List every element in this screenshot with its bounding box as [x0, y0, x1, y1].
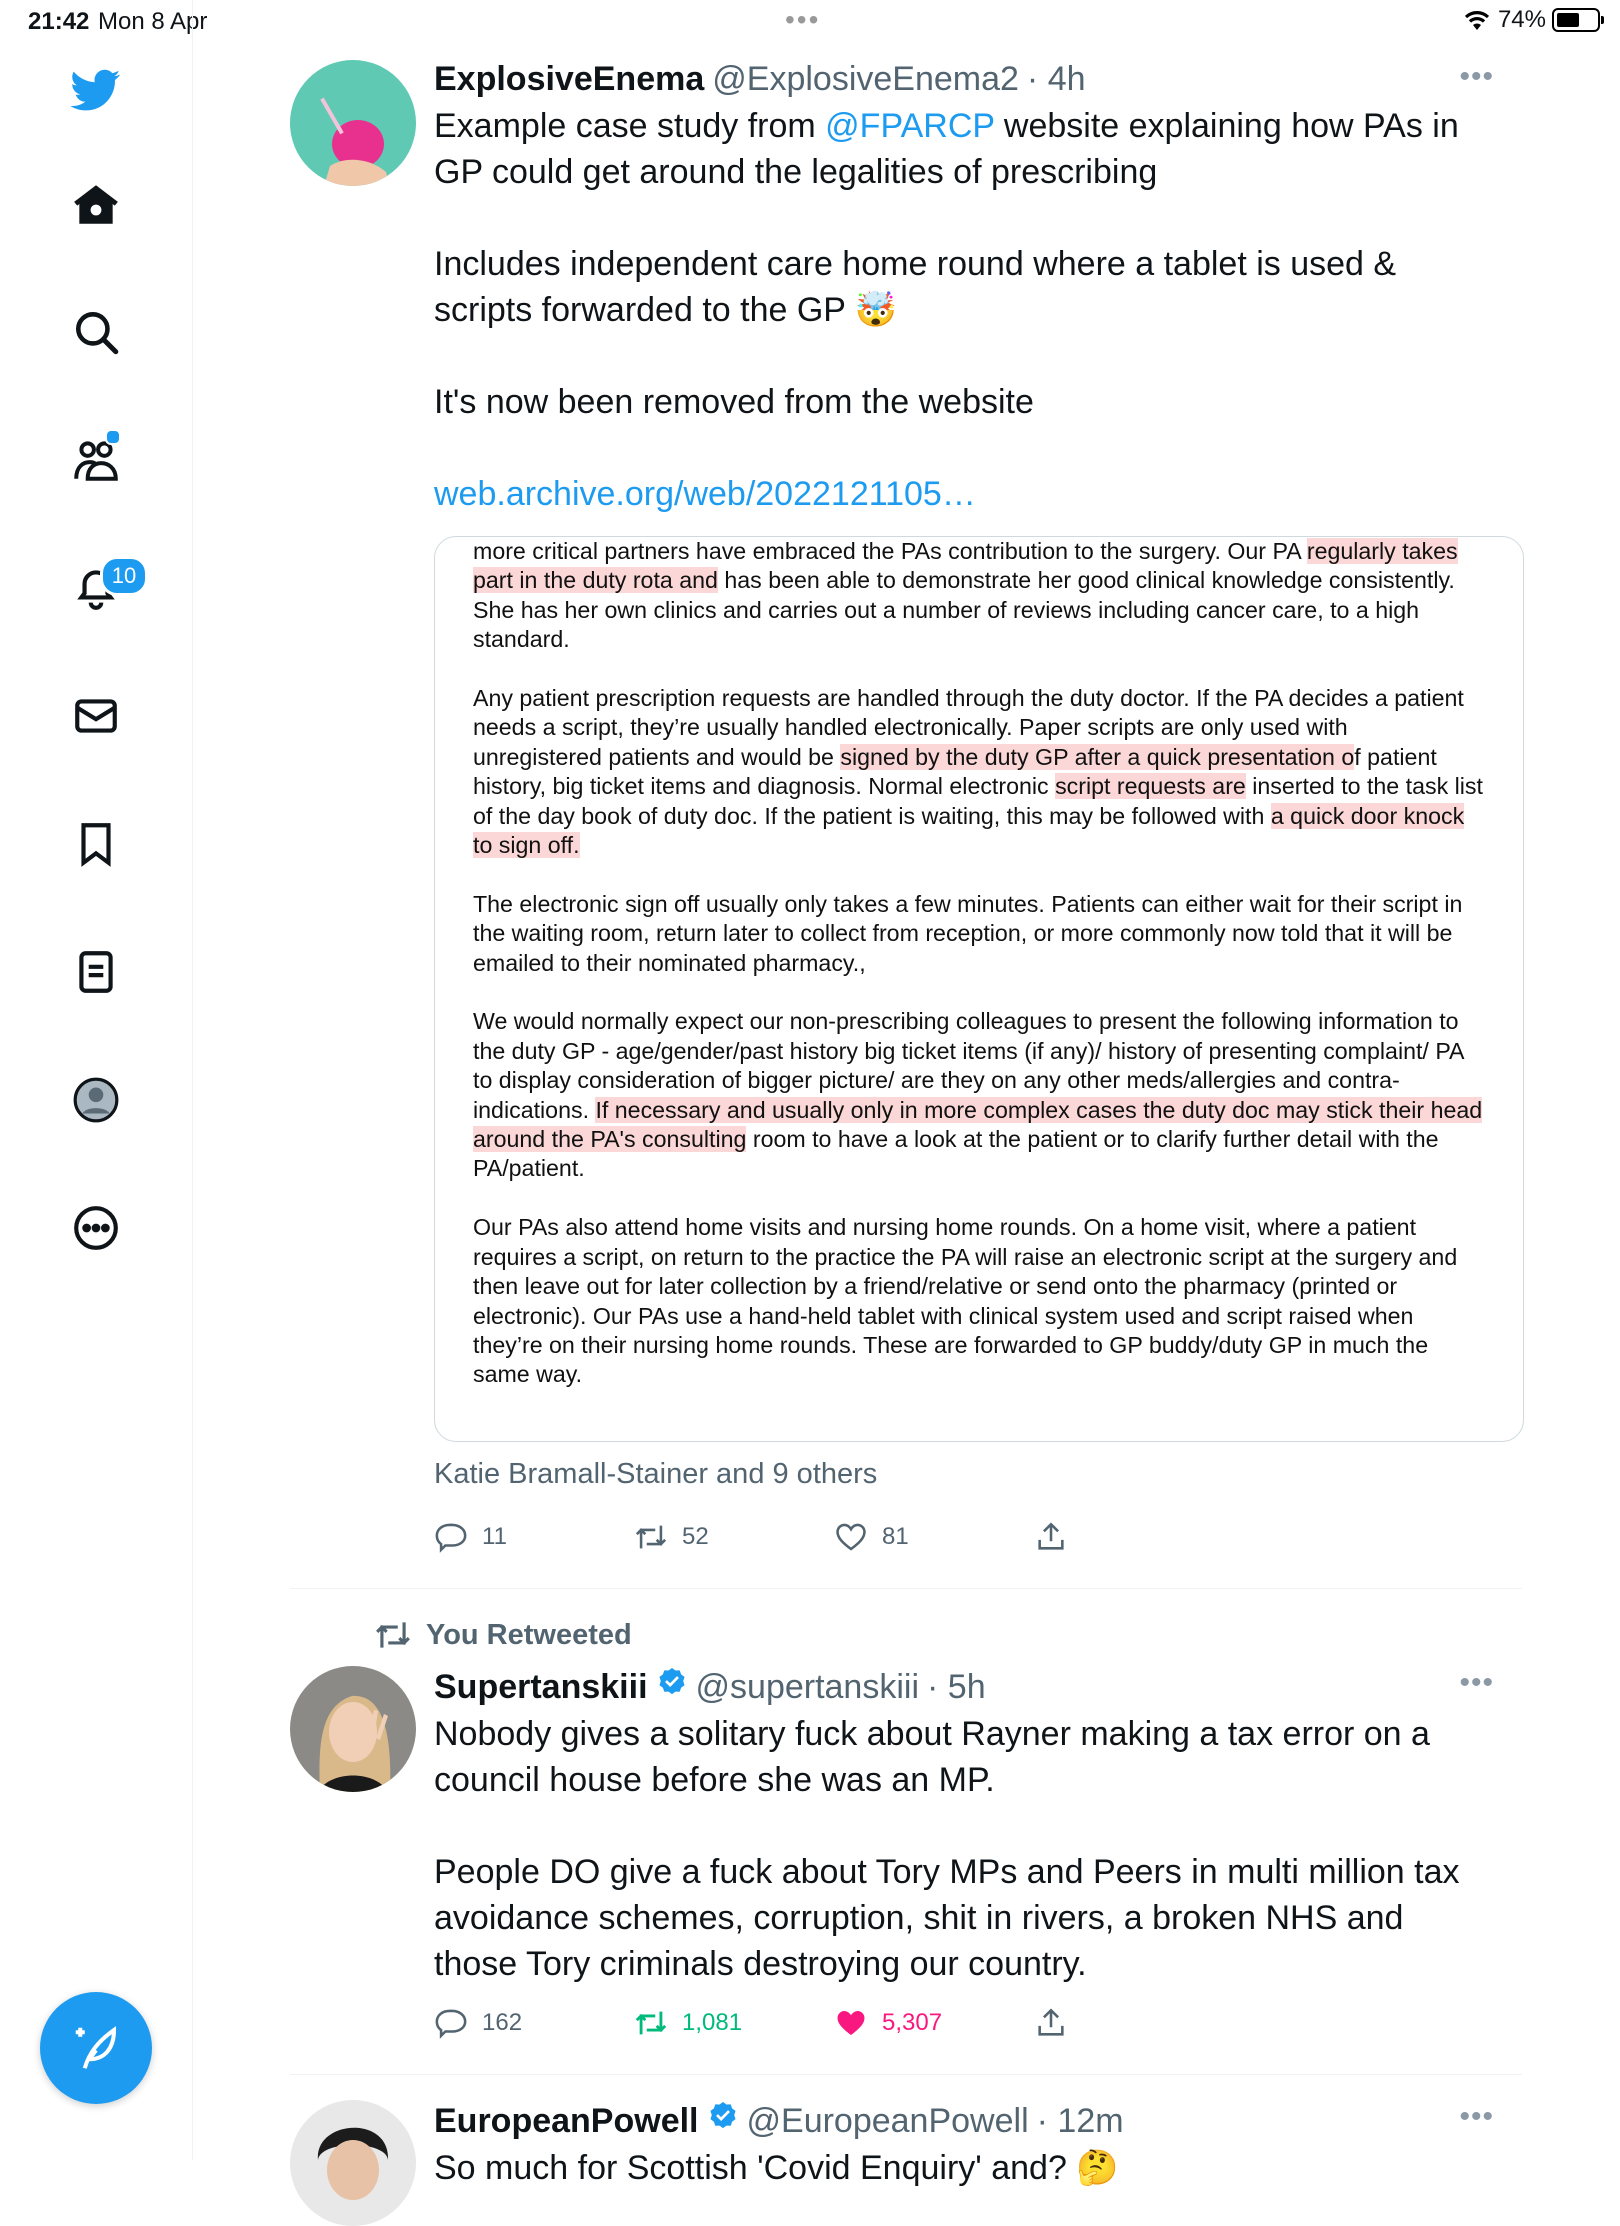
home-icon[interactable] — [66, 175, 126, 235]
tweet-image-document[interactable] — [434, 536, 1524, 1442]
compose-feather-icon — [69, 2021, 123, 2075]
tweet-time[interactable]: · 12m — [1036, 2102, 1124, 2140]
reply-icon — [434, 1520, 468, 1554]
lists-icon[interactable] — [66, 942, 126, 1002]
more-menu-icon[interactable] — [66, 1198, 126, 1258]
retweet-icon — [634, 2006, 668, 2040]
author-name[interactable]: Supertanskiii — [434, 1668, 648, 1706]
retweet-icon — [634, 1520, 668, 1554]
author-name[interactable]: EuropeanPowell — [434, 2102, 699, 2140]
profile-icon[interactable] — [66, 1070, 126, 1130]
tweet-actions — [434, 1520, 1234, 1554]
author-name[interactable]: ExplosiveEnema — [434, 60, 705, 98]
retweet-button[interactable]: 1,081 — [634, 2006, 834, 2040]
tweet-actions — [434, 2006, 1234, 2040]
share-icon — [1034, 2006, 1068, 2040]
heart-filled-icon — [834, 2006, 868, 2040]
tweet-divider — [290, 1588, 1522, 1589]
messages-icon[interactable] — [66, 686, 126, 746]
more-options-icon[interactable]: ••• — [1459, 60, 1494, 93]
tweet-time[interactable]: · 4h — [1026, 60, 1086, 98]
mention-link[interactable]: @FPARCP — [825, 107, 995, 145]
heart-icon — [834, 1520, 868, 1554]
verified-badge-icon — [707, 2100, 739, 2132]
communities-notification-dot — [105, 429, 121, 445]
tweet-time[interactable]: · 5h — [927, 1668, 986, 1706]
reply-icon — [434, 2006, 468, 2040]
battery-icon — [1552, 8, 1600, 32]
share-button[interactable] — [1034, 1520, 1234, 1554]
retweet-button[interactable]: 52 — [634, 1520, 834, 1554]
avatar[interactable] — [290, 2100, 416, 2226]
document-text: more critical partners have embraced the PAs contribution to the surgery. Our PA regularly takes part in the duty rota and has been able to demonstrate her good clinical knowledge consistently. She has her own clinics and carries out a number of reviews including cancer care, to a high standard. Any patient prescription requests are handled through the duty doctor. If the PA decides a patient needs a script, they’re usually handled electronically. Paper scripts are only used with unregistered patients and would be signed by the duty GP after a quick presentation of patient history, big ticket items and diagnosis. Normal electronic script requests are inserted to the task list of the day book of duty doc. If the patient is waiting, this may be followed with a quick door knock to sign off. The electronic sign off usually only takes a few minutes. Patients can either wait for their script in the waiting room, return later to collect from reception, or more commonly now told that it will be emailed to their nominated pharmacy., We would normally expect our non-prescribing colleagues to present the following information to the duty GP - age/gender/past history big ticket items (if any)/ history of presenting complaint/ PA to display consideration of bigger picture/ are they on any other meds/allergies and contra-indications. If necessary and usually only in more complex cases the duty doc may stick their head around the PA's consulting room to have a look at the patient or to clarify further detail with the PA/patient. Our PAs also attend home visits and nursing home rounds. On a home visit, where a patient requires a script, on return to the practice the PA will raise an electronic script at the surgery and then leave out for later collection by a friend/relative or send onto the pharmacy (printed or electronic). Our PAs use a hand-held tablet with clinical system used and script raised when they’re on their nursing home rounds. These are forwarded to GP buddy/duty GP in much the same way. — [473, 538, 1483, 1388]
like-button[interactable]: 5,307 — [834, 2006, 1034, 2040]
wifi-icon — [1462, 8, 1492, 32]
status-bar — [0, 0, 1620, 44]
status-time: 21:42 — [28, 8, 90, 35]
battery-level — [1557, 13, 1579, 27]
share-button[interactable] — [1034, 2006, 1234, 2040]
tweet-divider — [290, 2074, 1522, 2075]
tweet-text: Nobody gives a solitary fuck about Rayner making a tax error on a council house before she was an MP. People DO give a fuck about Tory MPs and Peers in multi million tax avoidance schemes, corruption, shit in rivers, a broken NHS and those Tory criminals destroying our country. — [434, 1715, 1460, 1983]
notifications-badge: 10 — [100, 556, 148, 596]
reply-button[interactable]: 11 — [434, 1520, 634, 1554]
bookmarks-icon[interactable] — [66, 814, 126, 874]
tweet-text: Example case study from @FPARCP website explaining how PAs in GP could get around the legalities of prescribing Includes independent care home round where a tablet is used & scripts forwarded to the GP 🤯 It's now been removed from the website web.archive.org/web/2022121105… — [434, 107, 1459, 513]
liked-by-text[interactable]: Katie Bramall-Stainer and 9 others — [434, 1458, 878, 1490]
author-handle[interactable]: @EuropeanPowell — [746, 2102, 1029, 2140]
retweet-context-label[interactable]: You Retweeted — [426, 1618, 632, 1651]
verified-badge-icon — [656, 1666, 688, 1698]
status-right — [1462, 6, 1600, 34]
tweet-text: So much for Scottish 'Covid Enquiry' and? 🤔 — [434, 2149, 1119, 2187]
avatar[interactable] — [290, 60, 416, 186]
archive-link[interactable]: web.archive.org/web/2022121105… — [434, 475, 976, 513]
sidebar — [0, 0, 193, 2160]
share-icon — [1034, 1520, 1068, 1554]
retweet-context — [374, 1616, 632, 1654]
avatar[interactable] — [290, 1666, 416, 1792]
reply-button[interactable]: 162 — [434, 2006, 634, 2040]
twitter-logo-icon[interactable] — [66, 60, 126, 120]
author-handle[interactable]: @supertanskiii — [695, 1668, 920, 1706]
author-handle[interactable]: @ExplosiveEnema2 — [712, 60, 1019, 98]
multitasking-dots[interactable]: ••• — [785, 4, 821, 35]
more-options-icon[interactable]: ••• — [1459, 2100, 1494, 2133]
search-icon[interactable] — [66, 302, 126, 362]
retweet-context-icon — [374, 1616, 412, 1654]
battery-percent: 74% — [1497, 6, 1546, 33]
more-options-icon[interactable]: ••• — [1459, 1666, 1494, 1699]
status-date: Mon 8 Apr — [98, 8, 208, 35]
like-button[interactable]: 81 — [834, 1520, 1034, 1554]
compose-tweet-button[interactable] — [40, 1992, 152, 2104]
